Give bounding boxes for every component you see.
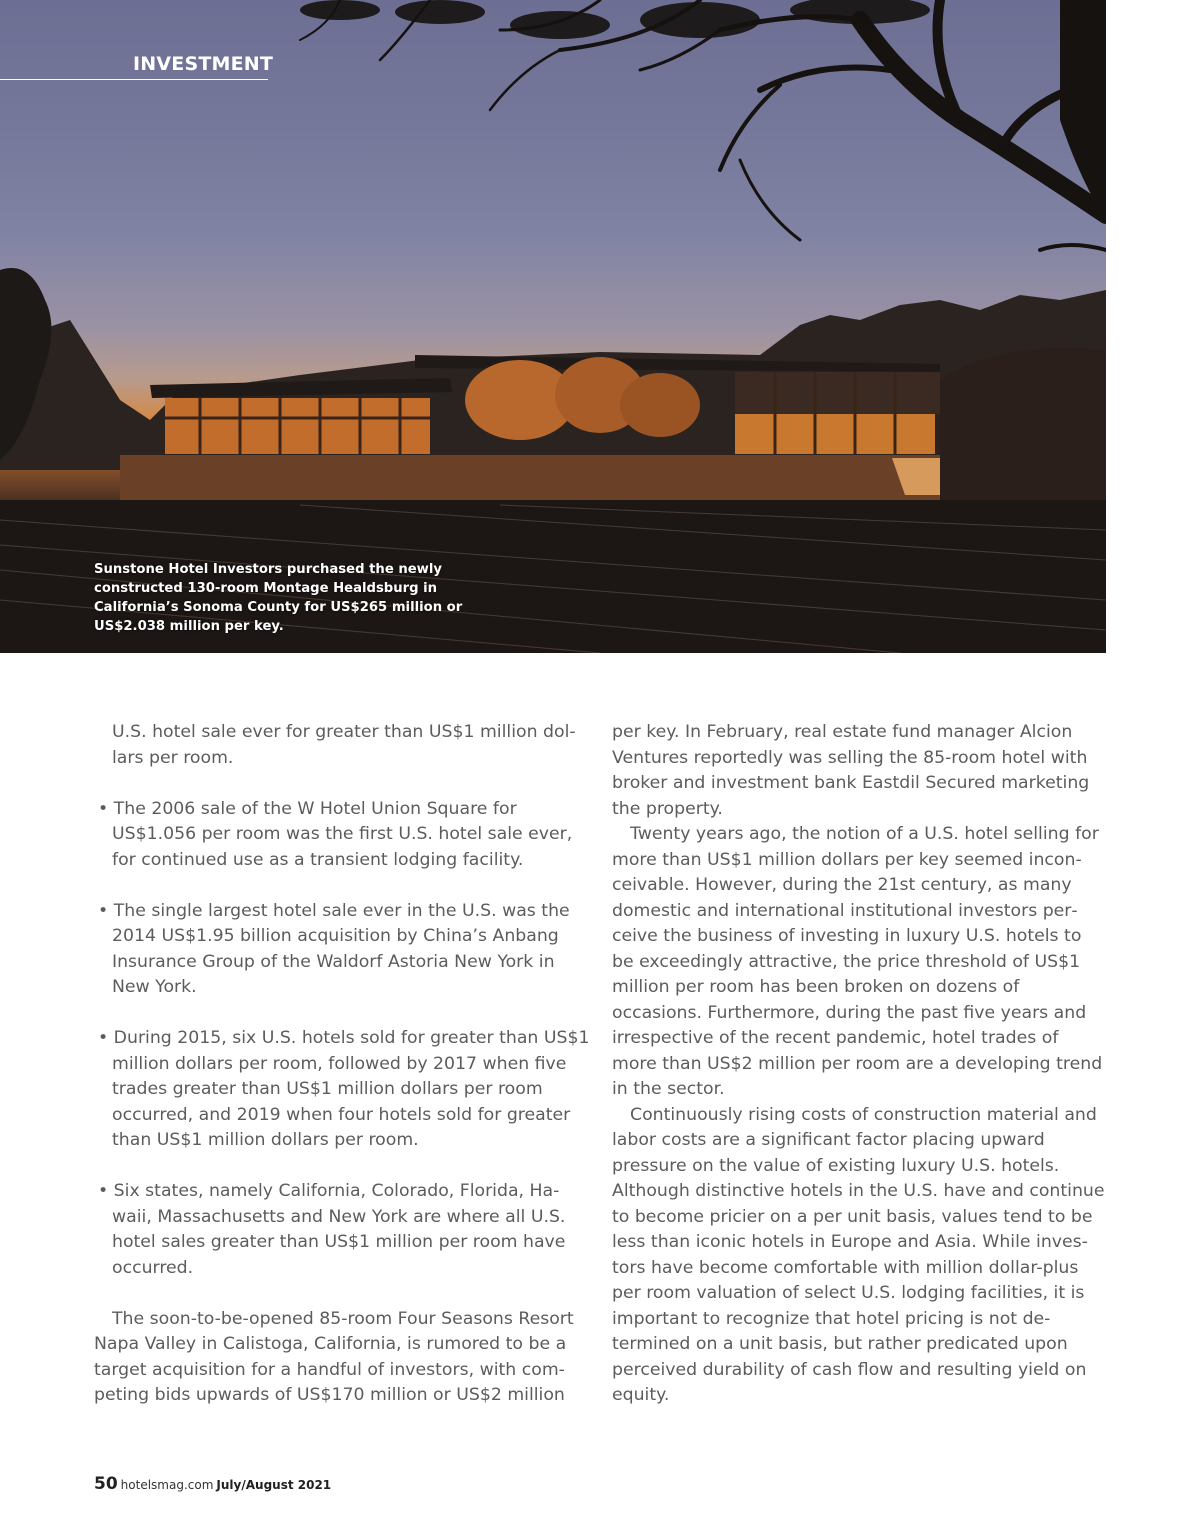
issue-date: July/August 2021 bbox=[216, 1478, 332, 1492]
continued-text: per key. In February, real estate fund manager Alcion Ventures reportedly was selling the 85-room hotel with broker and investment bank Eastdil Secured marketing the property. bbox=[612, 722, 1090, 819]
left-pavilion bbox=[165, 398, 430, 454]
bullet-item: • The 2006 sale of the W Hotel Union Square for US$1.056 per room was the first U.S. hotel sale ever, for continued use as a transient lodging facility. bbox=[98, 798, 573, 870]
body-paragraph: The soon-to-be-opened 85-room Four Seasons Resort Napa Valley in Calistoga, California, is rumored to be a target acquisition for a handful of investors, with competing bids upwards of US$170 million or US$2 million bbox=[94, 1308, 574, 1405]
oak-leaves bbox=[300, 0, 930, 39]
continued-text: U.S. hotel sale ever for greater than US$1 million dollars per room. bbox=[112, 722, 576, 768]
photo-caption: Sunstone Hotel Investors purchased the newly constructed 130-room Montage Healdsburg in California’s Sonoma County for US$265 million or US$2.038 million per key. bbox=[94, 562, 463, 634]
hotel-night-illustration bbox=[0, 0, 1106, 653]
right-wing-lower bbox=[735, 414, 935, 454]
left-column bbox=[94, 720, 590, 1409]
right-wing-upper bbox=[735, 372, 940, 414]
bullet-item: • The single largest hotel sale ever in the U.S. was the 2014 US$1.95 billion acquisition by China’s Anbang Insurance Group of the Waldorf Astoria New York in New York. bbox=[98, 900, 570, 997]
body-paragraph: Twenty years ago, the notion of a U.S. hotel selling for more than US$1 million dollars per key seemed inconceivable. However, during the 21st century, as many domestic and international institutional investors perceive the business of investing in luxury U.S. hotels to be exceedingly attractive, the price threshold of US$1 million per room has been broken on dozens of occasions. Furthermore, during the past five years and irrespective of the recent pandemic, hotel trades of more than US$2 million per room are a developing trend in the sector. bbox=[612, 824, 1103, 1099]
section-tag: INVESTMENT bbox=[133, 53, 274, 75]
site-link[interactable]: hotelsmag.com bbox=[120, 1478, 214, 1492]
hero-photo bbox=[0, 0, 1106, 653]
right-column bbox=[612, 720, 1108, 1409]
body-paragraph: Continuously rising costs of construction material and labor costs are a significant factor placing upward pressure on the value of existing luxury U.S. hotels. Although distinctive hotels in the U.S. have and continue to become pricier on a per unit basis, values tend to be less than iconic hotels in Europe and Asia. While investors have become comfortable with million dollar-plus per room valuation of select U.S. lodging facilities, it is important to recognize that hotel pricing is not determined on a unit basis, but rather predicated upon perceived durability of cash flow and resulting yield on equity. bbox=[612, 1104, 1105, 1405]
bullet-item: • During 2015, six U.S. hotels sold for greater than US$1 million dollars per room, followed by 2017 when five trades greater than US$1 million dollars per room occurred, and 2019 when four hotels sold for greater than US$1 million dollars per room. bbox=[98, 1028, 590, 1150]
lit-tree-3 bbox=[620, 373, 700, 437]
terrace-wall bbox=[120, 455, 940, 500]
page-number: 50 bbox=[94, 1474, 118, 1494]
section-rule bbox=[0, 79, 268, 80]
page-footer bbox=[94, 1474, 331, 1494]
bullet-item: • Six states, namely California, Colorado, Florida, Hawaii, Massachusetts and New York are where all U.S. hotel sales greater than US$1 million per room have occurred. bbox=[98, 1181, 566, 1278]
